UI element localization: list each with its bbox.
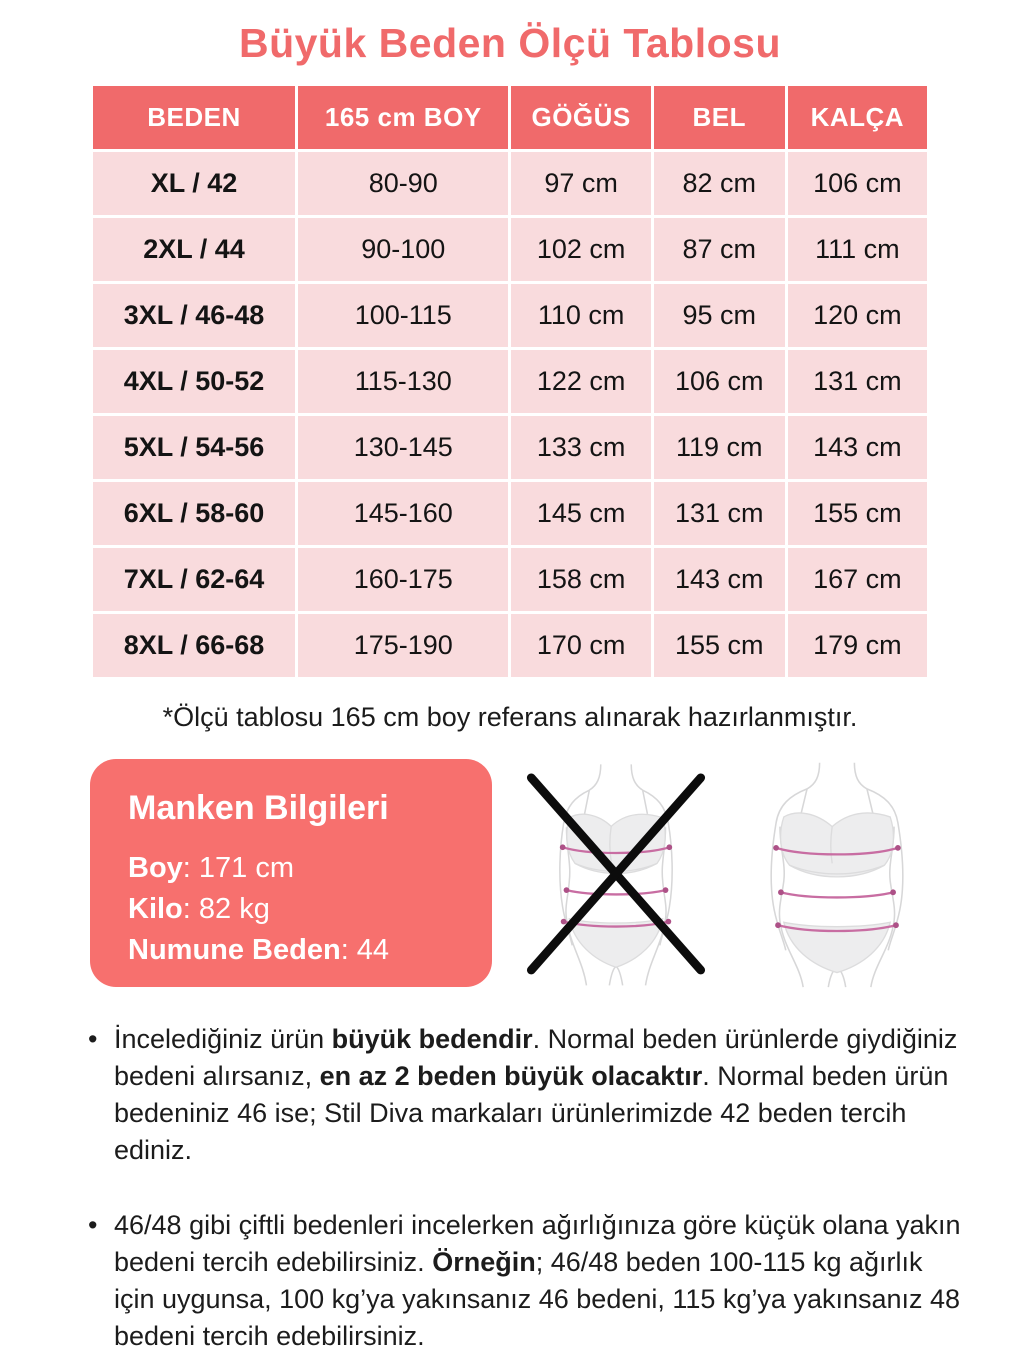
note-item: • 46/48 gibi çiftli bedenleri incelerken ağırlığınıza göre küçük olana yakın bedeni tercih edebilirsiniz. Örneğin; 46/48 beden 100-115 kg ağırlık için uygunsa, 100 kg’ya yakınsanız 46 bedeni, 115 kg’ya yakınsanız 48 bedeni tercih edebilirsiniz.	[88, 1207, 962, 1355]
measurement-cell: 143 cm	[652, 547, 786, 613]
table-row	[92, 415, 929, 481]
measurement-cell: 111 cm	[786, 217, 928, 283]
size-table-body	[92, 151, 929, 679]
table-footnote: *Ölçü tablosu 165 cm boy referans alınarak hazırlanmıştır.	[162, 702, 858, 732]
size-cell: 4XL / 50-52	[92, 349, 297, 415]
table-row	[92, 547, 929, 613]
column-header: 165 cm BOY	[297, 85, 510, 151]
size-cell: 6XL / 58-60	[92, 481, 297, 547]
measurement-cell: 100-115	[297, 283, 510, 349]
measurement-cell: 97 cm	[510, 151, 652, 217]
measurement-cell: 179 cm	[786, 613, 928, 679]
measurement-cell: 82 cm	[652, 151, 786, 217]
measurement-cell: 145-160	[297, 481, 510, 547]
size-cell: 3XL / 46-48	[92, 283, 297, 349]
model-info-field: Boy: 171 cm	[128, 852, 295, 884]
model-info-box	[90, 759, 492, 987]
measurement-cell: 170 cm	[510, 613, 652, 679]
measurement-cell: 158 cm	[510, 547, 652, 613]
crossed-out-slim-body-icon	[516, 757, 716, 989]
model-info-field: Numune Beden: 44	[128, 934, 390, 966]
measurement-cell: 130-145	[297, 415, 510, 481]
table-header-row	[92, 85, 929, 151]
column-header: GÖĞÜS	[510, 85, 652, 151]
measurement-cell: 143 cm	[786, 415, 928, 481]
measurement-cell: 167 cm	[786, 547, 928, 613]
table-row	[92, 349, 929, 415]
table-row	[92, 481, 929, 547]
size-cell: 2XL / 44	[92, 217, 297, 283]
measurement-cell: 145 cm	[510, 481, 652, 547]
measurement-cell: 122 cm	[510, 349, 652, 415]
measurement-cell: 106 cm	[786, 151, 928, 217]
size-cell: 8XL / 66-68	[92, 613, 297, 679]
model-info-fields	[128, 848, 464, 971]
measurement-cell: 115-130	[297, 349, 510, 415]
measurement-cell: 175-190	[297, 613, 510, 679]
plus-size-body-icon	[732, 757, 942, 989]
measurement-cell: 87 cm	[652, 217, 786, 283]
measurement-cell: 120 cm	[786, 283, 928, 349]
model-info-section	[90, 759, 940, 987]
measurement-cell: 90-100	[297, 217, 510, 283]
column-header: BEL	[652, 85, 786, 151]
measurement-cell: 102 cm	[510, 217, 652, 283]
measurement-cell: 110 cm	[510, 283, 652, 349]
measurement-cell: 131 cm	[786, 349, 928, 415]
model-info-title: Manken Bilgileri	[128, 789, 389, 827]
size-table	[90, 83, 930, 680]
measurement-cell: 131 cm	[652, 481, 786, 547]
table-row	[92, 217, 929, 283]
model-info-field: Kilo: 82 kg	[128, 893, 270, 925]
measurement-cell: 160-175	[297, 547, 510, 613]
note-item: • İncelediğiniz ürün büyük bedendir. Normal beden ürünlerde giydiğiniz bedeni alırsanız, en az 2 beden büyük olacaktır. Normal beden ürün bedeniniz 46 ise; Stil Diva markaları ürünlerimizde 42 beden tercih ediniz.	[88, 1021, 962, 1169]
size-cell: 7XL / 62-64	[92, 547, 297, 613]
notes-list	[88, 1021, 962, 1355]
measurement-cell: 106 cm	[652, 349, 786, 415]
column-header: BEDEN	[92, 85, 297, 151]
table-row	[92, 283, 929, 349]
column-header: KALÇA	[786, 85, 928, 151]
measurement-cell: 119 cm	[652, 415, 786, 481]
page-title: Büyük Beden Ölçü Tablosu	[238, 20, 782, 66]
size-cell: 5XL / 54-56	[92, 415, 297, 481]
measurement-figures	[492, 759, 942, 987]
table-row	[92, 613, 929, 679]
size-cell: XL / 42	[92, 151, 297, 217]
measurement-cell: 95 cm	[652, 283, 786, 349]
measurement-cell: 133 cm	[510, 415, 652, 481]
measurement-cell: 155 cm	[786, 481, 928, 547]
measurement-cell: 155 cm	[652, 613, 786, 679]
table-row	[92, 151, 929, 217]
measurement-cell: 80-90	[297, 151, 510, 217]
